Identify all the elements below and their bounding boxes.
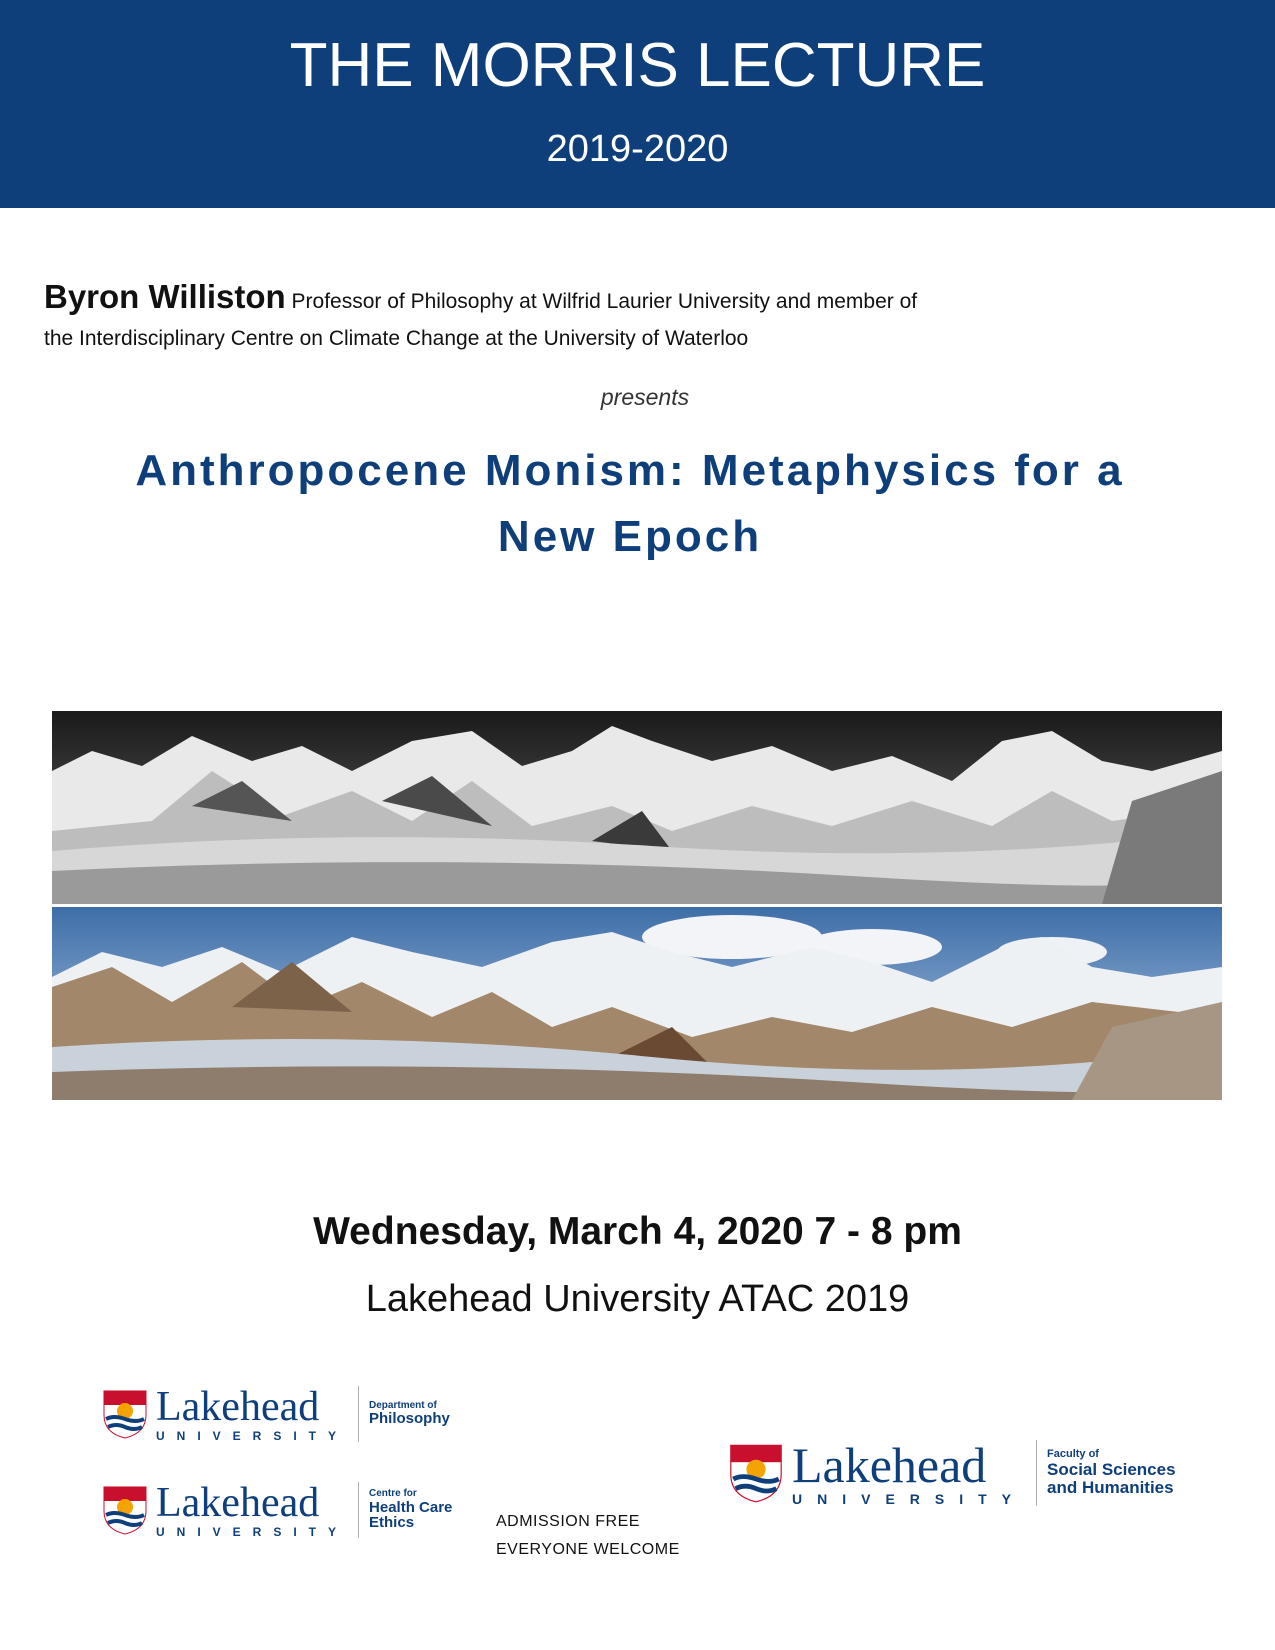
speaker-block [44,278,1084,357]
lakehead-wordmark [156,1482,348,1538]
lecture-title [60,438,1200,570]
logo-department-of-philosophy [102,1386,450,1442]
unit-prefix: Department of [369,1399,437,1411]
lakehead-shield-icon [102,1485,148,1535]
event-datetime: Wednesday, March 4, 2020 7 - 8 pm [313,1210,962,1253]
speaker-name: Byron Williston [44,278,286,315]
panorama-historic-image [52,711,1222,904]
lecture-title-line2: New Epoch [497,512,763,561]
lakehead-shield-icon [728,1443,784,1503]
logo-divider [358,1482,359,1538]
unit-title-line1: Social Sciences [1047,1459,1176,1479]
mountain-bw-illustration [52,711,1222,904]
presents-label: presents [600,384,690,410]
event-venue: Lakehead University ATAC 2019 [365,1278,910,1320]
unit-title-line2: Ethics [369,1514,415,1532]
logo-divider [358,1386,359,1442]
lakehead-wordmark [156,1386,348,1442]
lakehead-shield-icon [102,1389,148,1439]
everyone-welcome: EVERYONE WELCOME [496,1541,680,1558]
lecture-title-line1: Anthropocene Monism: Metaphysics for a [135,446,1125,495]
logo-faculty-of-social-sciences [728,1437,1176,1507]
logo-divider [1036,1440,1037,1506]
lakehead-wordmark [792,1437,1027,1507]
unit-title: Philosophy [369,1410,450,1428]
speaker-affiliation-line1: Professor of Philosophy at Wilfrid Laurier University and member of [291,290,918,313]
mountain-color-illustration [52,907,1222,1100]
university-name: Lakehead [156,1384,320,1430]
unit-name [369,1489,452,1531]
logo-centre-for-health-care-ethics [102,1482,452,1538]
unit-title-line2: and Humanities [1047,1477,1174,1497]
university-label: UNIVERSITY [156,1429,349,1443]
unit-title-line1: Health Care [369,1498,453,1516]
panorama-modern-image [52,907,1222,1100]
admission-notice [496,1508,680,1564]
header-banner [0,0,1275,208]
unit-prefix: Centre for [369,1488,417,1499]
university-name: Lakehead [792,1437,987,1493]
unit-prefix: Faculty of [1047,1448,1099,1461]
university-label: UNIVERSITY [156,1525,349,1539]
unit-name [369,1401,450,1427]
university-name: Lakehead [156,1480,320,1526]
university-label: UNIVERSITY [792,1491,1027,1507]
lecture-years: 2019-2020 [546,128,729,170]
unit-name [1047,1449,1176,1496]
admission-free: ADMISSION FREE [496,1513,640,1530]
speaker-affiliation-line2: the Interdisciplinary Centre on Climate Change at the University of Waterloo [44,327,749,350]
lecture-series-title: THE MORRIS LECTURE [289,31,986,100]
